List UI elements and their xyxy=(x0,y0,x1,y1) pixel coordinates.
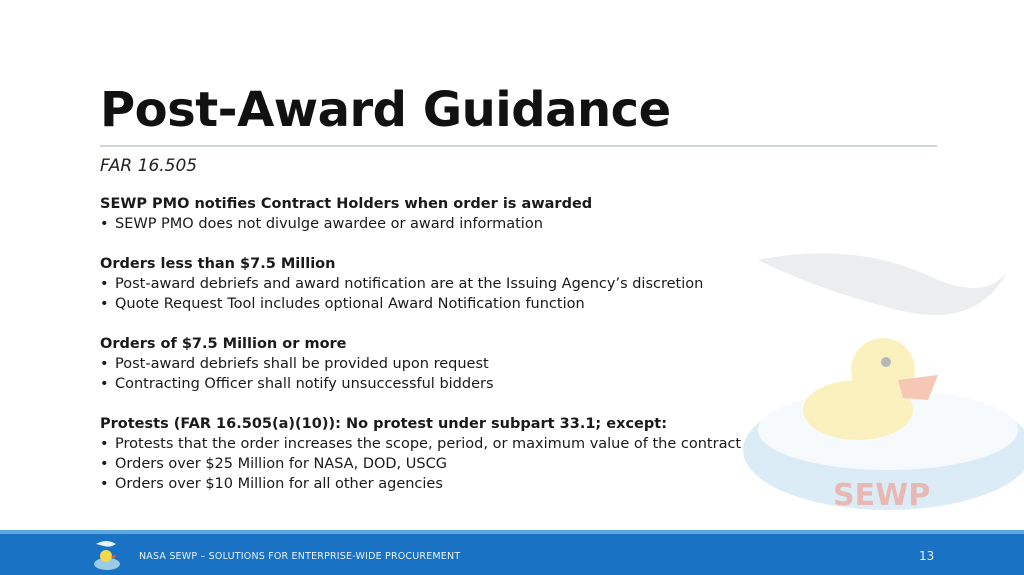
section-heading: Protests (FAR 16.505(a)(10)): No protest under subpart 33.1; except: xyxy=(100,416,667,432)
rubber-duck-watermark-icon xyxy=(738,240,1024,530)
bullet-item xyxy=(100,374,750,394)
section-award-notification xyxy=(100,194,750,234)
section-heading: SEWP PMO notifies Contract Holders when order is awarded xyxy=(100,196,593,212)
section-orders-over-7-5m xyxy=(100,334,750,394)
footer-text: NASA SEWP – SOLUTIONS FOR ENTERPRISE-WIDE PROCUREMENT xyxy=(139,551,461,562)
bullet-glyph: • xyxy=(100,476,109,492)
logo-swoosh-shape xyxy=(96,541,116,547)
bullet-text: SEWP PMO does not divulge awardee or award information xyxy=(115,216,543,232)
page-number: 13 xyxy=(919,549,935,563)
slide-body xyxy=(100,194,750,514)
bullet-text: Post-award debriefs shall be provided upon request xyxy=(115,356,489,372)
sewp-logo-icon xyxy=(92,538,122,572)
bullet-item xyxy=(100,214,750,234)
slide-title: Post-Award Guidance xyxy=(100,82,671,138)
swoosh-shape xyxy=(758,253,1008,315)
watermark-label: SEWP xyxy=(833,478,931,513)
bullet-glyph: • xyxy=(100,436,109,452)
section-orders-under-7-5m xyxy=(100,254,750,314)
bullet-item xyxy=(100,274,750,294)
bullet-text: Quote Request Tool includes optional Award Notification function xyxy=(115,296,585,312)
bullet-text: Orders over $25 Million for NASA, DOD, USCG xyxy=(115,456,447,472)
bullet-text: Orders over $10 Million for all other agencies xyxy=(115,476,443,492)
bullet-glyph: • xyxy=(100,276,109,292)
bullet-item xyxy=(100,434,750,454)
title-divider xyxy=(100,145,937,147)
logo-duck-shape xyxy=(100,550,112,562)
bullet-text: Contracting Officer shall notify unsuccessful bidders xyxy=(115,376,494,392)
bullet-item xyxy=(100,354,750,374)
section-heading: Orders of $7.5 Million or more xyxy=(100,336,347,352)
slide-subtitle: FAR 16.505 xyxy=(100,156,198,176)
bullet-text: Post-award debriefs and award notification are at the Issuing Agency’s discretion xyxy=(115,276,704,292)
bullet-glyph: • xyxy=(100,356,109,372)
duck-eye-shape xyxy=(881,357,891,367)
bullet-text: Protests that the order increases the scope, period, or maximum value of the contract xyxy=(115,436,742,452)
bullet-glyph: • xyxy=(100,296,109,312)
section-protests xyxy=(100,414,750,494)
bullet-glyph: • xyxy=(100,216,109,232)
bullet-glyph: • xyxy=(100,456,109,472)
bullet-item xyxy=(100,454,750,474)
bullet-glyph: • xyxy=(100,376,109,392)
bullet-item xyxy=(100,474,750,494)
section-heading: Orders less than $7.5 Million xyxy=(100,256,336,272)
bullet-item xyxy=(100,294,750,314)
